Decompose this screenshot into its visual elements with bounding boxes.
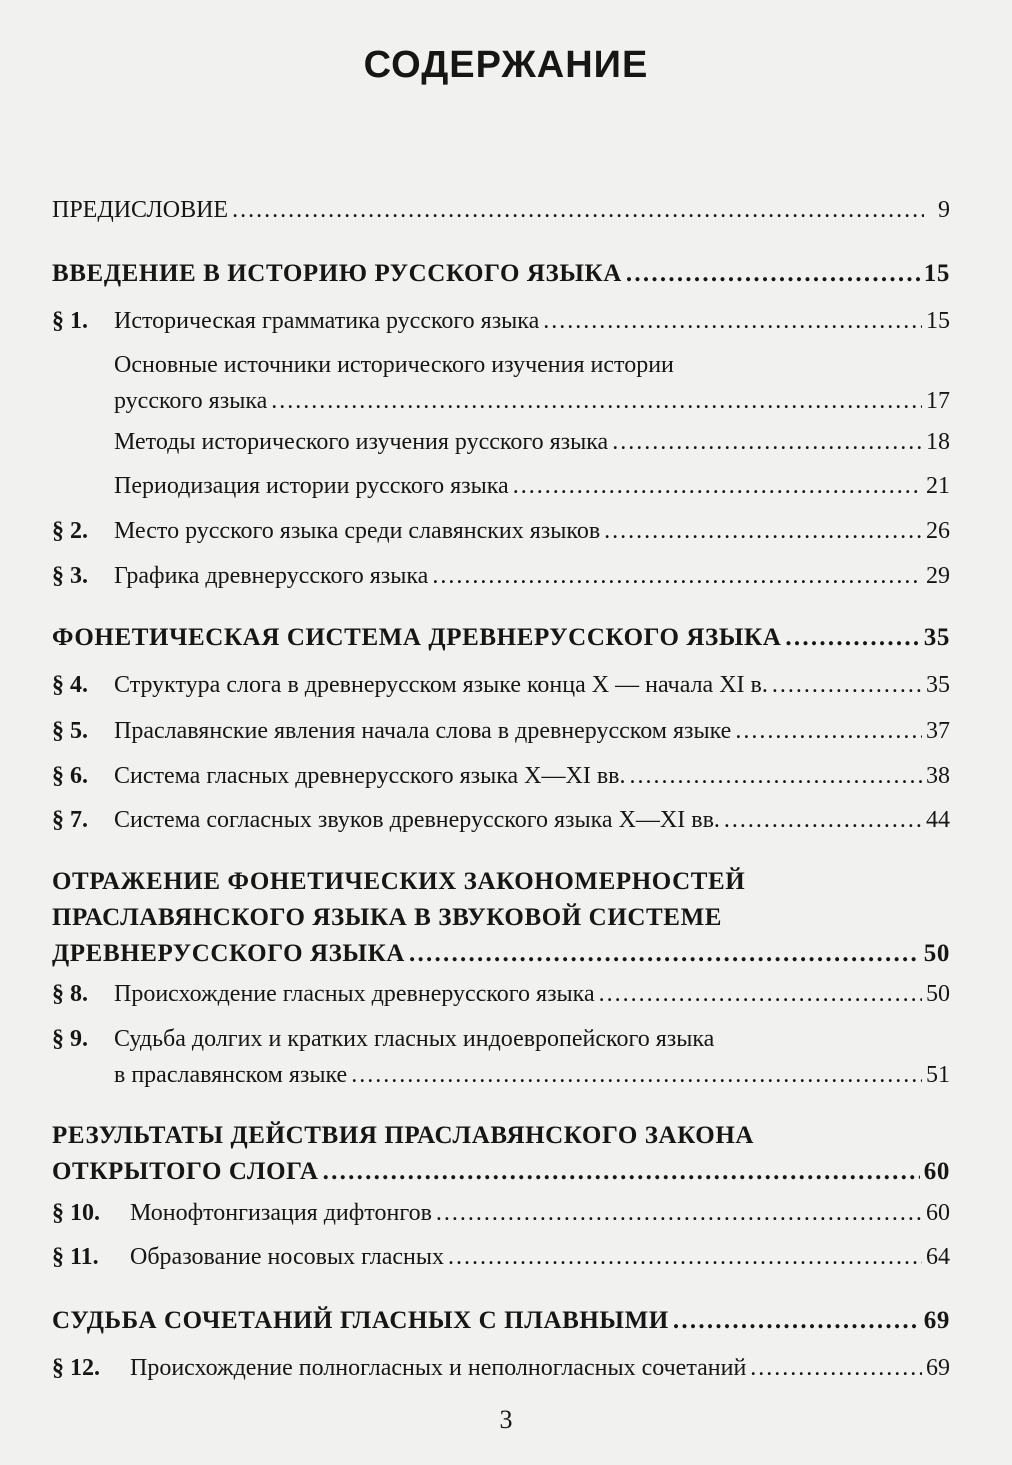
toc-entry-text: Праславянские явления начала слова в древнерусском языке [114, 718, 732, 744]
section-number: § 7. [52, 807, 88, 833]
page-title: СОДЕРЖАНИЕ [363, 44, 649, 86]
toc-page-number: 69 [923, 1307, 950, 1334]
leader-dots [436, 1195, 922, 1231]
toc-section-10 [52, 1195, 950, 1231]
leader-dots [612, 424, 922, 460]
toc-entry-text: Структура слога в древнерусском языке конца X — начала XI в. [114, 672, 768, 698]
toc-entry-text: Монофтонгизация дифтонгов [130, 1200, 432, 1226]
toc-entry-text: Методы исторического изучения русского языка [114, 429, 609, 455]
toc-page-number: 44 [926, 807, 950, 833]
section-number: § 1. [52, 308, 88, 334]
toc-page-number: 9 [938, 197, 950, 223]
toc-entry-text: СУДЬБА СОЧЕТАНИЙ ГЛАСНЫХ С ПЛАВНЫМИ [52, 1307, 669, 1334]
section-number: § 12. [52, 1355, 100, 1381]
section-number: § 5. [52, 718, 88, 744]
toc-chapter-phonetic-system [52, 620, 950, 656]
leader-dots [409, 936, 920, 972]
leader-dots [673, 1303, 920, 1339]
toc-page-number: 60 [926, 1200, 950, 1226]
toc-page-number: 35 [926, 672, 950, 698]
toc-page-number: 51 [926, 1062, 950, 1088]
leader-dots [785, 620, 919, 656]
leader-dots [513, 468, 922, 504]
toc-page-number: 15 [923, 260, 950, 287]
toc-entry-text: Историческая грамматика русского языка [114, 308, 540, 334]
section-number: § 9. [52, 1026, 88, 1052]
leader-dots [772, 667, 922, 703]
toc-entry-text-line1: РЕЗУЛЬТАТЫ ДЕЙСТВИЯ ПРАСЛАВЯНСКОГО ЗАКОНА [52, 1122, 755, 1149]
toc-entry-text: Происхождение гласных древнерусского языка [114, 981, 595, 1007]
toc-section-4 [52, 667, 950, 703]
leader-dots [604, 513, 922, 549]
toc-entry-text: ВВЕДЕНИЕ В ИСТОРИЮ РУССКОГО ЯЗЫКА [52, 260, 622, 287]
toc-subsection-sources [52, 347, 950, 419]
toc-page-number: 64 [926, 1244, 950, 1270]
toc-page-number: 15 [926, 308, 950, 334]
toc-page-number: 50 [926, 981, 950, 1007]
toc-section-2 [52, 513, 950, 549]
toc-entry-text-line1: Основные источники исторического изучения истории [114, 352, 674, 378]
leader-dots [271, 383, 922, 419]
leader-dots [626, 256, 920, 292]
leader-dots [448, 1239, 922, 1275]
toc-section-11 [52, 1239, 950, 1275]
toc-entry-text: ПРЕДИСЛОВИЕ [52, 197, 229, 223]
toc-entry-text: Образование носовых гласных [130, 1244, 444, 1270]
leader-dots [232, 192, 924, 228]
toc-page-number: 37 [926, 718, 950, 744]
leader-dots [351, 1057, 922, 1093]
toc-page-number: 50 [923, 940, 950, 967]
section-number: § 8. [52, 981, 88, 1007]
toc-entry-text: Происхождение полногласных и неполногласных сочетаний [130, 1355, 747, 1381]
toc-chapter-introduction [52, 256, 950, 292]
section-number: § 10. [52, 1200, 100, 1226]
toc-page-number: 38 [926, 763, 950, 789]
toc-subsection-methods [52, 424, 950, 460]
toc-page-number: 18 [926, 429, 950, 455]
leader-dots [750, 1350, 922, 1386]
toc-page-number: 21 [926, 473, 950, 499]
toc-section-7 [52, 802, 950, 838]
toc-entry-text: русского языка [114, 388, 268, 414]
toc-page-number: 35 [923, 624, 950, 651]
section-number: § 2. [52, 518, 88, 544]
section-number: § 4. [52, 672, 88, 698]
section-number: § 11. [52, 1244, 99, 1270]
toc-page-number: 69 [926, 1355, 950, 1381]
toc-entry-text: Место русского языка среди славянских языков [114, 518, 601, 544]
toc-section-1 [52, 303, 950, 339]
toc-entry-text: ОТКРЫТОГО СЛОГА [52, 1158, 319, 1185]
toc-section-3 [52, 558, 950, 594]
toc-entry-text: Графика древнерусского языка [114, 563, 429, 589]
section-number: § 3. [52, 563, 88, 589]
toc-chapter-open-syllable [52, 1118, 950, 1190]
leader-dots [543, 303, 922, 339]
toc-entry-text: Система гласных древнерусского языка X—XI вв. [114, 763, 626, 789]
toc-section-12 [52, 1350, 950, 1386]
page-number: 3 [499, 1405, 513, 1434]
leader-dots [432, 558, 922, 594]
toc-page-number: 60 [923, 1158, 950, 1185]
section-number: § 6. [52, 763, 88, 789]
toc-chapter-liquids [52, 1303, 950, 1339]
toc-chapter-reflection [52, 864, 950, 972]
leader-dots [724, 802, 922, 838]
toc-entry-text: в праславянском языке [114, 1062, 348, 1088]
toc-entry-text: ФОНЕТИЧЕСКАЯ СИСТЕМА ДРЕВНЕРУССКОГО ЯЗЫКА [52, 624, 782, 651]
toc-subsection-periodization [52, 468, 950, 504]
toc-entry-text: Система согласных звуков древнерусского языка X—XI вв. [114, 807, 720, 833]
toc-section-9 [52, 1021, 950, 1093]
toc-page-number: 29 [926, 563, 950, 589]
toc-entry-text-line1: ОТРАЖЕНИЕ ФОНЕТИЧЕСКИХ ЗАКОНОМЕРНОСТЕЙ [52, 868, 746, 895]
toc-section-6 [52, 758, 950, 794]
leader-dots [599, 976, 922, 1012]
toc-entry-text: Периодизация истории русского языка [114, 473, 509, 499]
leader-dots [735, 713, 922, 749]
leader-dots [629, 758, 922, 794]
toc-entry-text-line1: Судьба долгих и кратких гласных индоевропейского языка [114, 1026, 715, 1052]
toc-section-8 [52, 976, 950, 1012]
toc-page-number: 17 [926, 388, 950, 414]
toc-section-5 [52, 713, 950, 749]
toc-entry-text: ДРЕВНЕРУССКОГО ЯЗЫКА [52, 940, 405, 967]
leader-dots [323, 1154, 920, 1190]
toc-entry-preface [52, 192, 950, 228]
toc-page-number: 26 [926, 518, 950, 544]
toc-entry-text-line2: ПРАСЛАВЯНСКОГО ЯЗЫКА В ЗВУКОВОЙ СИСТЕМЕ [52, 904, 723, 931]
